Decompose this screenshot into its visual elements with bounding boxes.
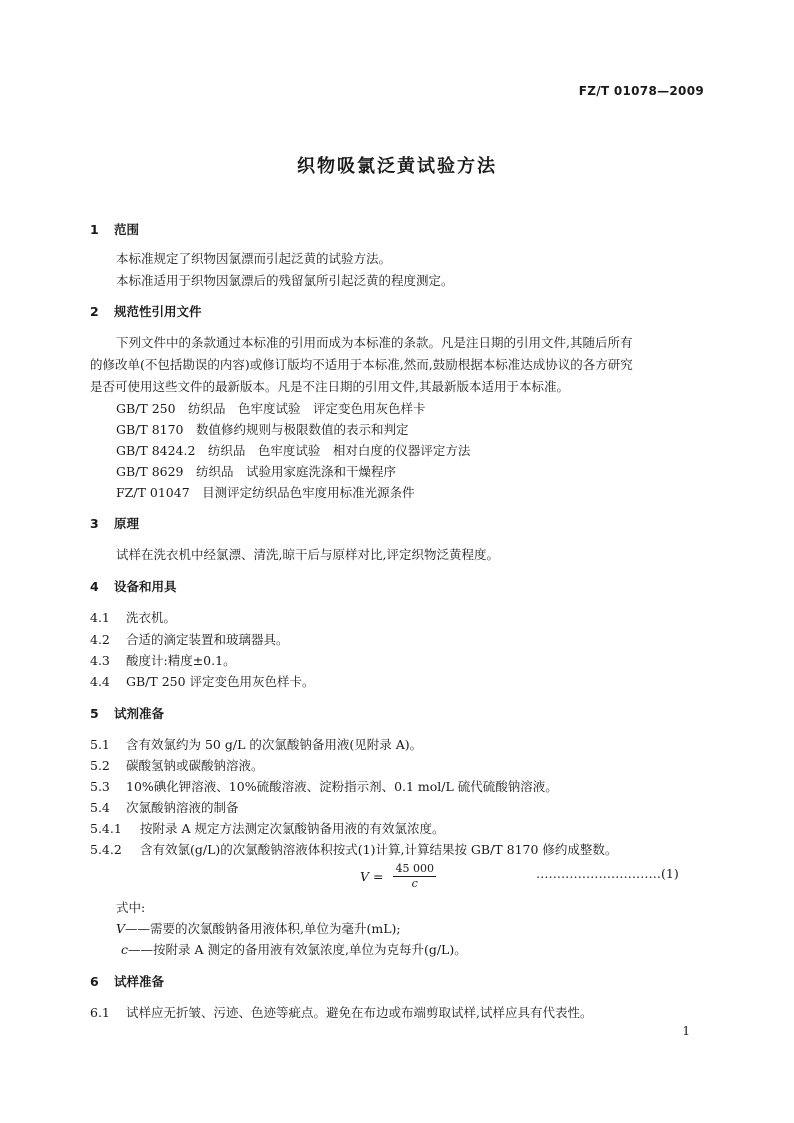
paragraph: 本标准适用于织物因氯漂后的残留氯所引起泛黄的程度测定。: [116, 273, 454, 288]
clause-text: 含有效氯约为 50 g/L 的次氯酸钠备用液(见附录 A)。: [126, 737, 423, 752]
clause-number: 5.2: [90, 758, 110, 773]
paragraph: 的修改单(不包括勘误的内容)或修订版均不适用于本标准,然而,鼓励根据本标准达成协议的各方研究: [90, 357, 633, 372]
reference-item: GB/T 8629 纺织品 试验用家庭洗涤和干燥程序: [116, 464, 397, 479]
page-number: 1: [682, 1024, 690, 1038]
clause-item: [90, 735, 422, 753]
symbol: V: [116, 921, 126, 936]
definition-text: ——需要的次氯酸钠备用液体积,单位为毫升(mL);: [125, 921, 401, 936]
clause-item: [90, 630, 289, 648]
clause-text: 按附录 A 规定方法测定次氯酸钠备用液的有效氯浓度。: [140, 821, 445, 836]
section-number: 6: [90, 974, 99, 989]
section-3-heading: [90, 514, 139, 532]
clause-number: 4.3: [90, 653, 110, 668]
symbol: c: [121, 942, 129, 957]
clause-number: 5.3: [90, 779, 110, 794]
symbol-definition: [116, 919, 401, 937]
clause-number: 6.1: [90, 1005, 110, 1020]
formula-fraction: [393, 862, 436, 890]
section-title: 范围: [114, 222, 140, 237]
section-number: 4: [90, 579, 99, 594]
section-number: 1: [90, 222, 99, 237]
clause-text: 10%碘化钾溶液、10%硫酸溶液、淀粉指示剂、0.1 mol/L 硫代硫酸钠溶液。: [126, 779, 558, 794]
formula-numerator: 45 000: [395, 862, 434, 875]
paragraph: 试样在洗衣机中经氯漂、清洗,晾干后与原样对比,评定织物泛黄程度。: [116, 547, 499, 562]
section-title: 设备和用具: [114, 579, 177, 594]
section-4-heading: [90, 577, 177, 595]
reference-item: GB/T 8424.2 纺织品 色牢度试验 相对白度的仪器评定方法: [116, 443, 471, 458]
clause-number: 4.4: [90, 674, 110, 689]
clause-number: 5.1: [90, 737, 110, 752]
clause-text: 合适的滴定装置和玻璃器具。: [126, 632, 289, 647]
clause-item: [90, 651, 236, 669]
document-title: 织物吸氯泛黄试验方法: [297, 156, 497, 177]
paragraph: 是否可使用这些文件的最新版本。凡是不注日期的引用文件,其最新版本适用于本标准。: [90, 379, 569, 394]
clause-item: [90, 819, 444, 837]
clause-item: [90, 840, 617, 858]
clause-item: [90, 756, 264, 774]
clause-item: [90, 672, 315, 690]
paragraph: 下列文件中的条款通过本标准的引用而成为本标准的条款。凡是注日期的引用文件,其随后所有: [116, 335, 633, 350]
clause-number: 5.4.1: [90, 821, 122, 836]
clause-item: [90, 1003, 592, 1021]
formula-1: [360, 862, 436, 890]
clause-text: GB/T 250 评定变色用灰色样卡。: [126, 674, 315, 689]
formula-number: …………………………(1): [536, 866, 679, 881]
section-number: 5: [90, 706, 99, 721]
section-5-heading: [90, 704, 164, 722]
reference-item: FZ/T 01047 目测评定纺织品色牢度用标准光源条件: [116, 485, 415, 500]
formula-lhs: V =: [360, 868, 384, 884]
clause-text: 含有效氯(g/L)的次氯酸钠溶液体积按式(1)计算,计算结果按 GB/T 8170 修约成整数。: [140, 842, 618, 857]
reference-item: GB/T 250 纺织品 色牢度试验 评定变色用灰色样卡: [116, 401, 426, 416]
clause-number: 5.4: [90, 800, 110, 815]
section-title: 原理: [114, 516, 140, 531]
clause-text: 酸度计:精度±0.1。: [126, 653, 236, 668]
clause-number: 5.4.2: [90, 842, 122, 857]
section-number: 3: [90, 516, 99, 531]
symbol-definition: [121, 940, 467, 958]
section-title: 规范性引用文件: [114, 304, 202, 319]
section-1-heading: [90, 220, 139, 238]
where-label: 式中:: [116, 900, 146, 915]
section-6-heading: [90, 972, 164, 990]
reference-item: GB/T 8170 数值修约规则与极限数值的表示和判定: [116, 422, 409, 437]
section-title: 试剂准备: [114, 706, 165, 721]
clause-text: 洗衣机。: [126, 610, 177, 625]
clause-item: [90, 608, 176, 626]
clause-number: 4.2: [90, 632, 110, 647]
paragraph: 本标准规定了织物因氯漂而引起泛黄的试验方法。: [116, 251, 392, 266]
clause-text: 碳酸氢钠或碳酸钠溶液。: [126, 758, 264, 773]
clause-number: 4.1: [90, 610, 110, 625]
section-number: 2: [90, 304, 99, 319]
clause-text: 试样应无折皱、污迹、色迹等疵点。避免在布边或布端剪取试样,试样应具有代表性。: [126, 1005, 593, 1020]
section-2-heading: [90, 302, 202, 320]
formula-denominator: c: [411, 877, 418, 890]
definition-text: ——按附录 A 测定的备用液有效氯浓度,单位为克每升(g/L)。: [128, 942, 467, 957]
clause-text: 次氯酸钠溶液的制备: [126, 800, 239, 815]
section-title: 试样准备: [114, 974, 165, 989]
clause-item: [90, 798, 239, 816]
clause-item: [90, 777, 558, 795]
standard-code: FZ/T 01078—2009: [578, 84, 704, 98]
